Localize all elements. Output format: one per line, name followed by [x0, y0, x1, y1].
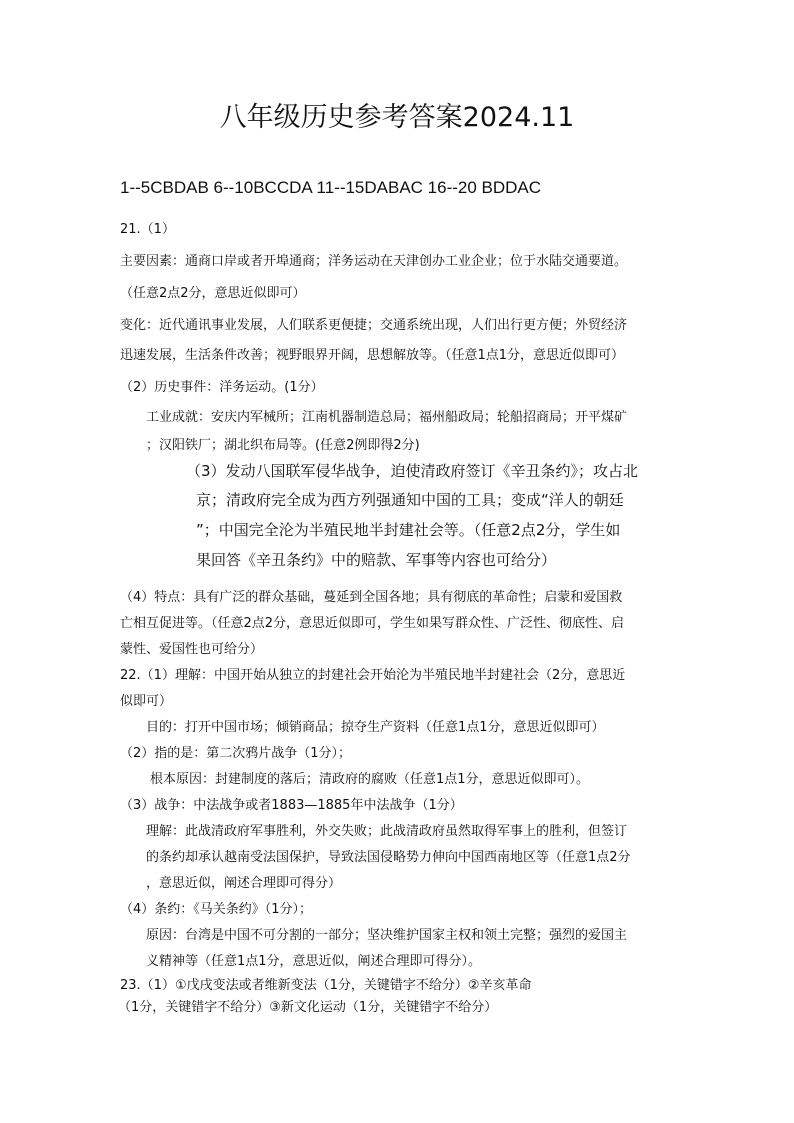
- text-line: （3）战争：中法战争或者1883—1885年中法战争（1分）: [120, 798, 463, 813]
- text-line: 主要因素：通商口岸或者开埠通商；洋务运动在天津创办工业企业；位于水陆交通要道。: [120, 254, 628, 269]
- text-line: ，意思近似，阐述合理即可得分）: [146, 876, 342, 891]
- text-line: 似即可）: [120, 694, 173, 709]
- text-line: （1分，关键错字不给分）③新文化运动（1分，关键错字不给分）: [118, 1000, 498, 1015]
- text-line: 变化：近代通讯事业发展，人们联系更便捷；交通系统出现，人们出行更方便；外贸经济: [120, 318, 628, 333]
- text-line: 工业成就：安庆内军械所；江南机器制造总局；福州船政局；轮船招商局；开平煤矿: [146, 410, 628, 425]
- text-line: 京；清政府完全成为西方列强通知中国的工具；变成“洋人的朝廷: [196, 491, 624, 509]
- text-line: 目的：打开中国市场；倾销商品；掠夺生产资料（任意1点1分，意思近似即可）: [146, 720, 605, 735]
- text-line: （2）指的是：第二次鸦片战争（1分）；: [120, 746, 352, 761]
- text-line: 根本原因：封建制度的落后；清政府的腐败（任意1点1分，意思近似即可）。: [150, 772, 590, 787]
- text-line: 蒙性、爱国性也可给分）: [120, 642, 264, 657]
- text-line: ”；中国完全沦为半殖民地半封建社会等。（任意2点2分，学生如: [196, 521, 621, 539]
- text-line: ；汉阳铁厂；湖北织布局等。(任意2例即得2分): [146, 438, 420, 453]
- choice-answers: 1--5CBDAB 6--10BCCDA 11--15DABAC 16--20 BDDAC: [120, 178, 542, 197]
- text-line: 的条约却承认越南受法国保护，导致法国侵略势力伸向中国西南地区等（任意1点2分: [146, 850, 631, 865]
- text-line: （4）特点：具有广泛的群众基础，蔓延到全国各地；具有彻底的革命性；启蒙和爱国救: [120, 590, 623, 605]
- text-line: 原因：台湾是中国不可分割的一部分；坚决维护国家主权和领土完整；强烈的爱国主: [146, 928, 628, 943]
- text-line: （任意2点2分，意思近似即可）: [120, 286, 306, 301]
- text-line: （4）条约：《马关条约》（1分）；: [120, 902, 313, 917]
- q21-heading: 21.（1）: [120, 222, 175, 237]
- q23-heading: 23.（1）①戊戌变法或者维新变法（1分，关键错字不给分）②辛亥革命: [120, 978, 532, 993]
- text-line: 亡相互促进等。（任意2点2分，意思近似即可，学生如果写群众性、广泛性、彻底性、启: [120, 616, 625, 631]
- text-line: （3）发动八国联军侵华战争，迫使清政府签订《辛丑条约》；攻占北: [186, 462, 639, 480]
- text-line: 义精神等（任意1点1分，意思近似，阐述合理即可得分）。: [146, 954, 482, 969]
- q22-heading: 22.（1）理解：中国开始从独立的封建社会开始沦为半殖民地半封建社会（2分，意思近: [120, 668, 626, 683]
- text-line: 理解：此战清政府军事胜利，外交失败；此战清政府虽然取得军事上的胜利，但签订: [146, 824, 628, 839]
- text-line: （2）历史事件：洋务运动。(1分）: [120, 380, 324, 395]
- text-line: 果回答《辛丑条约》中的赔款、军事等内容也可给分）: [196, 551, 557, 569]
- page-title: 八年级历史参考答案2024.11: [219, 102, 575, 133]
- text-line: 迅速发展，生活条件改善；视野眼界开阔，思想解放等。（任意1点1分，意思近似即可）: [120, 348, 625, 363]
